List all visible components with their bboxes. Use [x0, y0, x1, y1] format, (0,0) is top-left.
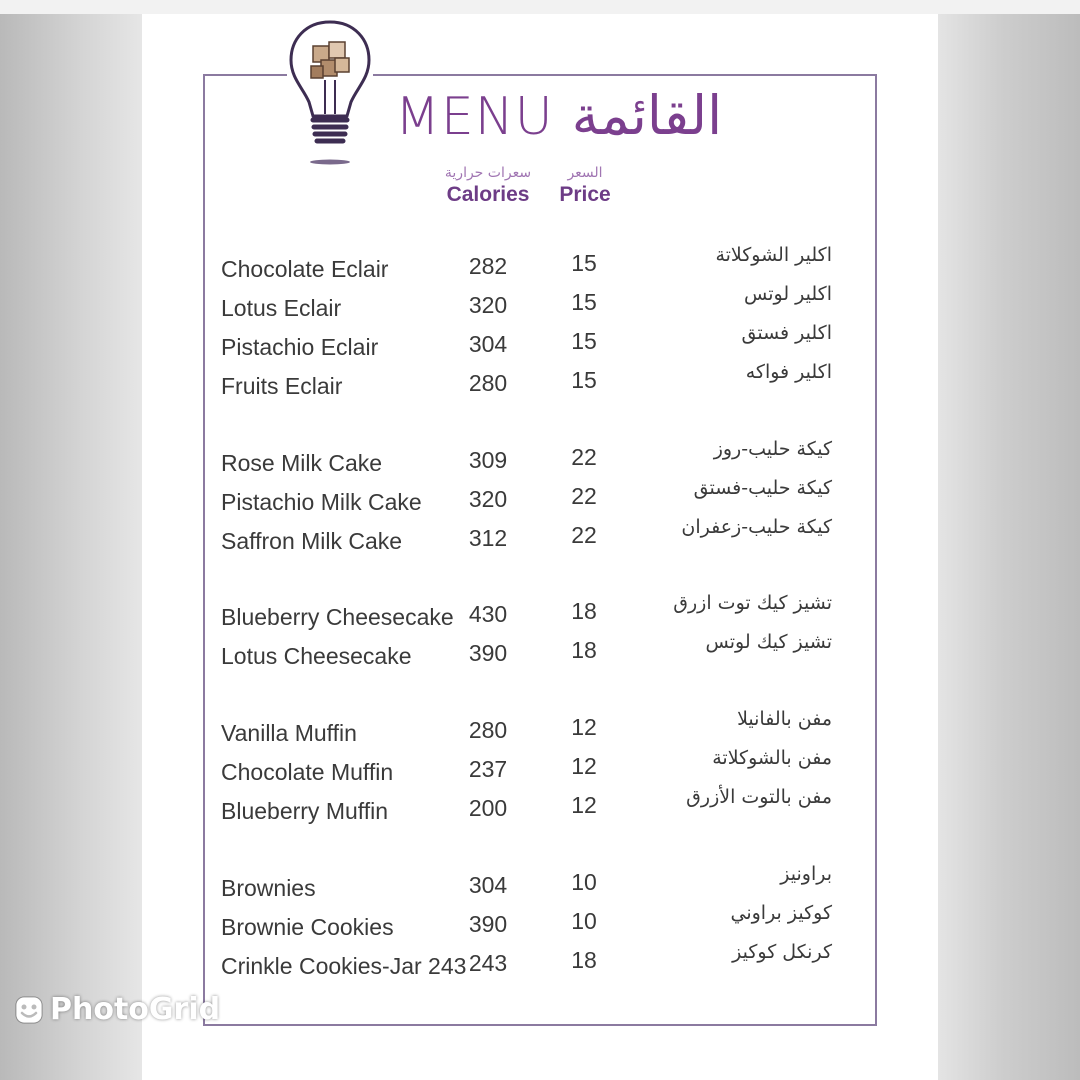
- item-calories: 320: [468, 486, 508, 512]
- item-price: 15: [571, 328, 597, 354]
- item-calories: 200: [468, 795, 508, 821]
- item-name-english: Fruits Eclair: [221, 373, 343, 399]
- item-name-arabic: مفن بالفانيلا: [737, 708, 832, 730]
- item-name-english: Pistachio Milk Cake: [221, 489, 422, 515]
- item-name-arabic: كيكة حليب-زعفران: [681, 516, 832, 538]
- item-price: 12: [571, 714, 597, 740]
- right-background: [938, 14, 1080, 1080]
- item-name-arabic: كيكة حليب-فستق: [693, 477, 832, 499]
- top-strip: [0, 0, 1080, 14]
- watermark-text: PhotoGrid: [50, 992, 221, 1027]
- left-background: [0, 14, 142, 1080]
- item-calories: 243: [468, 950, 508, 976]
- item-price: 12: [571, 753, 597, 779]
- calories-header-english: Calories: [446, 183, 530, 206]
- item-name-arabic: كوكيز براوني: [730, 902, 832, 924]
- item-calories: 430: [468, 601, 508, 627]
- item-calories: 309: [468, 447, 508, 473]
- item-price: 12: [571, 792, 597, 818]
- item-calories: 304: [468, 872, 508, 898]
- item-name-arabic: كيكة حليب-روز: [713, 438, 832, 460]
- item-name-arabic: اكلير فواكه: [745, 361, 832, 383]
- item-price: 22: [571, 522, 597, 548]
- item-name-english: Crinkle Cookies-Jar 243: [221, 953, 467, 979]
- item-name-arabic: مفن بالشوكلاتة: [712, 747, 832, 769]
- item-price: 18: [571, 947, 597, 973]
- photogrid-watermark: [14, 992, 220, 1027]
- title-arabic: القائمة: [571, 84, 723, 147]
- photogrid-logo-icon: [14, 995, 44, 1025]
- item-price: 18: [571, 637, 597, 663]
- item-name-arabic: تشيز كيك توت ازرق: [673, 592, 832, 614]
- item-name-english: Brownie Cookies: [221, 914, 394, 940]
- item-calories: 280: [468, 717, 508, 743]
- price-header-arabic: السعر: [567, 165, 603, 181]
- item-price: 18: [571, 598, 597, 624]
- item-calories: 237: [468, 756, 508, 782]
- item-calories: 312: [468, 525, 508, 551]
- item-price: 15: [571, 250, 597, 276]
- calories-header: [438, 164, 538, 208]
- lightbulb-logo-icon: [287, 18, 373, 168]
- item-name-english: Saffron Milk Cake: [221, 528, 403, 554]
- item-name-arabic: اكلير لوتس: [744, 283, 832, 305]
- item-price: 22: [571, 483, 597, 509]
- item-price: 10: [571, 908, 597, 934]
- item-name-arabic: اكلير فستق: [741, 322, 832, 344]
- item-name-english: Rose Milk Cake: [221, 450, 383, 476]
- menu-title: [395, 84, 722, 154]
- item-calories: 320: [468, 292, 508, 318]
- item-name-english: Lotus Eclair: [221, 295, 342, 321]
- item-name-english: Chocolate Eclair: [221, 256, 389, 282]
- item-price: 15: [571, 367, 597, 393]
- item-name-english: Pistachio Eclair: [221, 334, 379, 360]
- price-header-english: Price: [559, 183, 611, 206]
- item-name-arabic: براونيز: [780, 863, 832, 885]
- item-name-arabic: كرنكل كوكيز: [732, 941, 832, 963]
- item-price: 15: [571, 289, 597, 315]
- item-calories: 282: [468, 253, 508, 279]
- item-name-arabic: اكلير الشوكلاتة: [715, 244, 832, 266]
- item-price: 10: [571, 869, 597, 895]
- item-price: 22: [571, 444, 597, 470]
- item-calories: 280: [468, 370, 508, 396]
- item-name-english: Vanilla Muffin: [221, 720, 357, 746]
- item-name-english: Lotus Cheesecake: [221, 643, 412, 669]
- price-header: [552, 164, 618, 208]
- item-calories: 390: [468, 640, 508, 666]
- item-name-english: Blueberry Muffin: [221, 798, 389, 824]
- item-name-arabic: تشيز كيك لوتس: [705, 631, 832, 653]
- item-name-english: Chocolate Muffin: [221, 759, 394, 785]
- item-name-english: Blueberry Cheesecake: [221, 604, 454, 630]
- item-name-arabic: مفن بالتوت الأزرق: [686, 786, 832, 808]
- title-english: MENU: [395, 87, 554, 147]
- item-calories: 304: [468, 331, 508, 357]
- item-calories: 390: [468, 911, 508, 937]
- calories-header-arabic: سعرات حرارية: [444, 165, 532, 181]
- item-name-english: Brownies: [221, 875, 316, 901]
